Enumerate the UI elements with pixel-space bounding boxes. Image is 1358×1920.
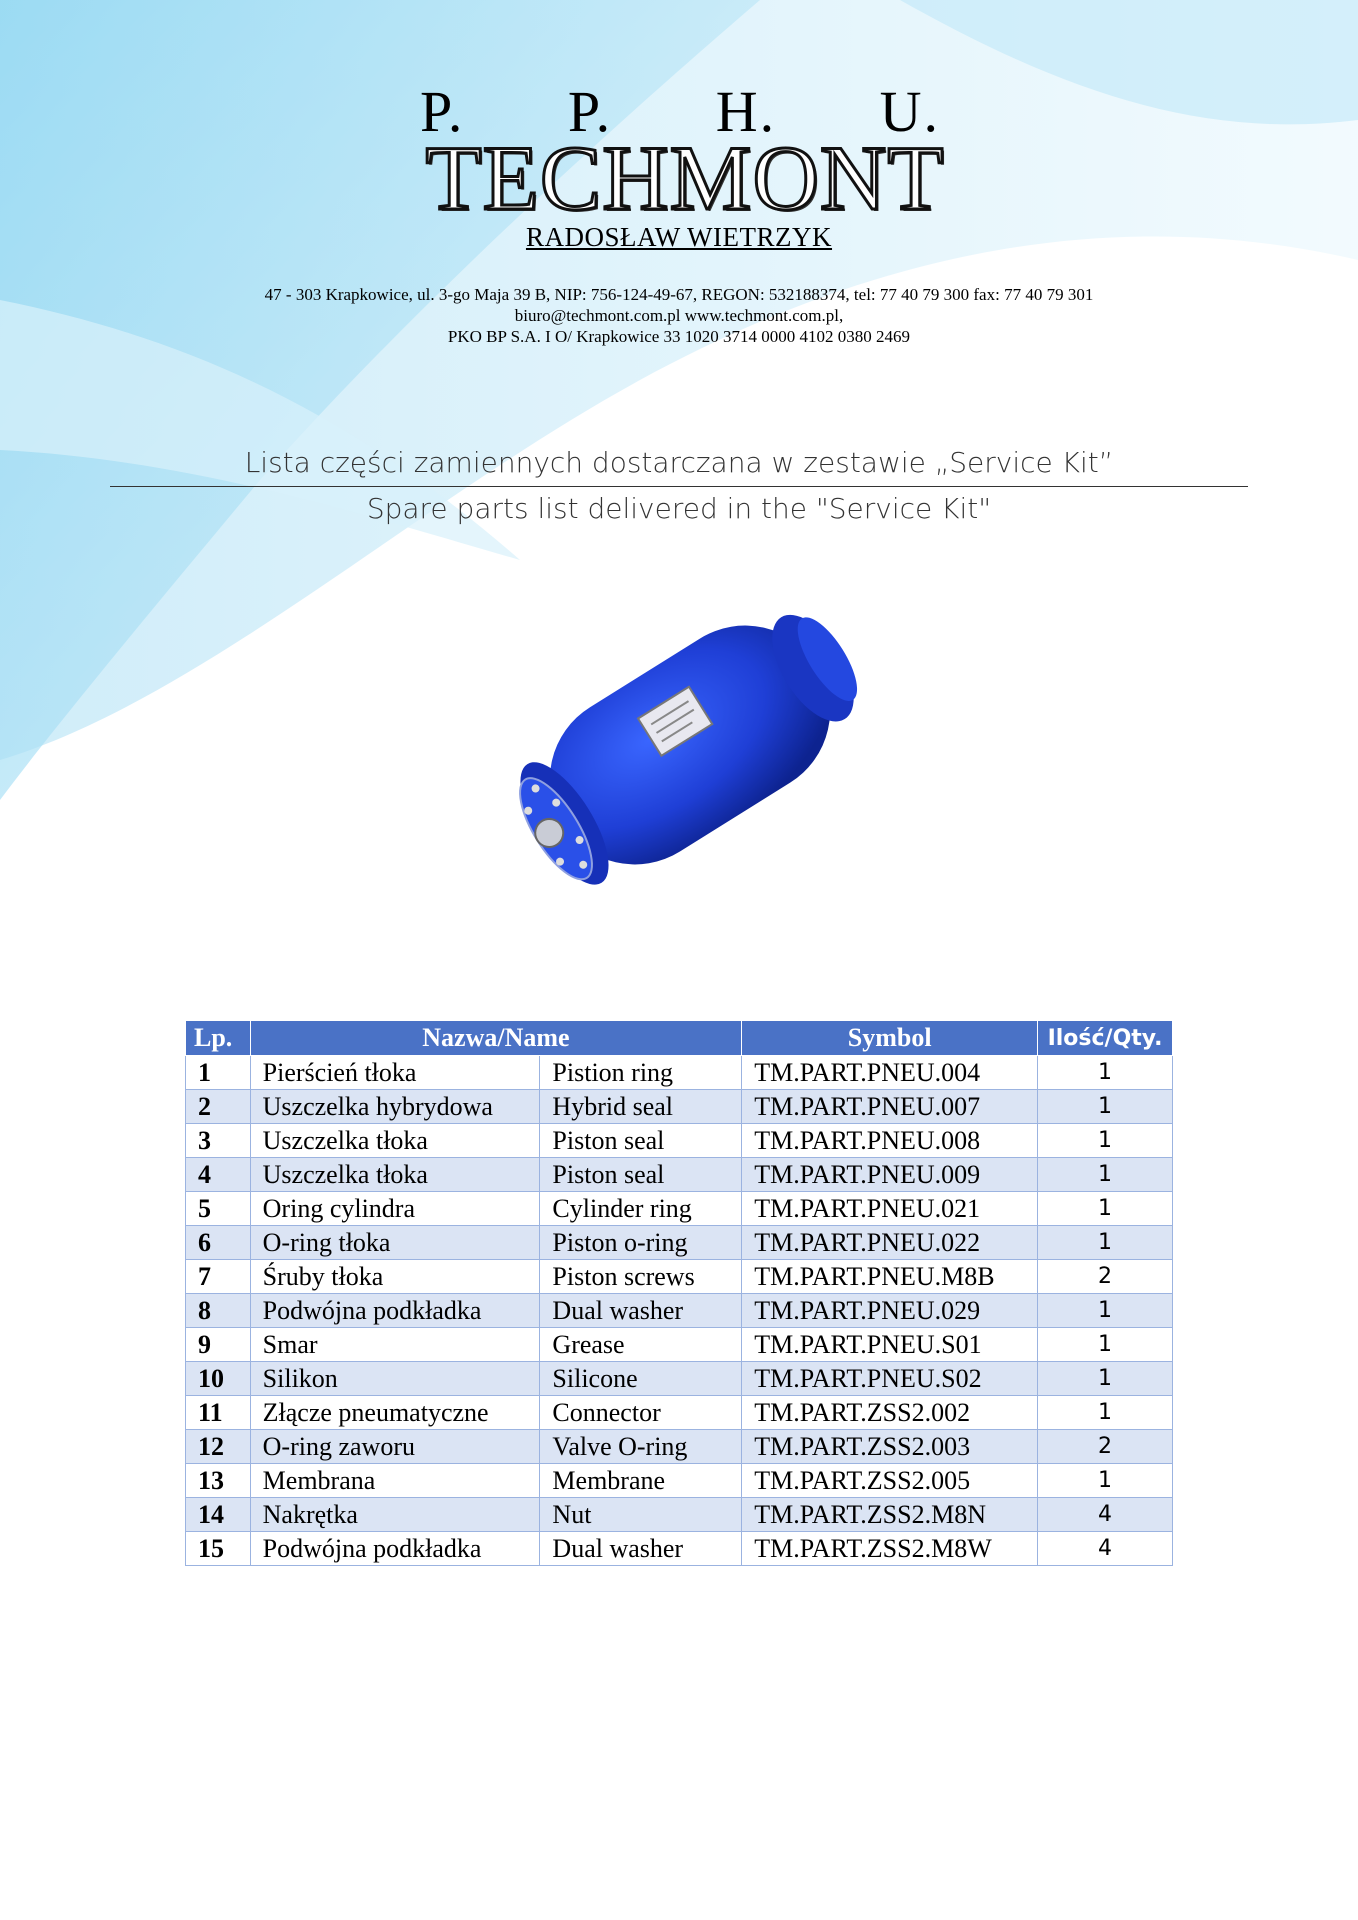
table-row <box>186 1396 1173 1430</box>
table-header-row <box>186 1021 1173 1056</box>
cell-name-en: Piston seal <box>540 1158 742 1192</box>
cell-symbol: TM.PART.PNEU.M8B <box>742 1260 1038 1294</box>
title-polish: Lista części zamiennych dostarczana w zestawie „Service Kit” <box>244 446 1114 479</box>
cell-name-en: Pistion ring <box>540 1056 742 1090</box>
cell-lp: 6 <box>186 1226 251 1260</box>
cell-symbol: TM.PART.ZSS2.M8N <box>742 1498 1038 1532</box>
title-divider <box>110 486 1248 487</box>
table-row <box>186 1532 1173 1566</box>
header-name: Nazwa/Name <box>250 1021 742 1056</box>
cell-qty: 1 <box>1038 1056 1173 1090</box>
cell-lp: 2 <box>186 1090 251 1124</box>
cell-lp: 4 <box>186 1158 251 1192</box>
cell-name-en: Valve O-ring <box>540 1430 742 1464</box>
table-row <box>186 1294 1173 1328</box>
company-name: TECHMONT <box>425 127 945 229</box>
cell-name-en: Membrane <box>540 1464 742 1498</box>
cell-lp: 13 <box>186 1464 251 1498</box>
cell-name-pl: Uszczelka tłoka <box>250 1124 540 1158</box>
cell-symbol: TM.PART.PNEU.029 <box>742 1294 1038 1328</box>
cell-lp: 8 <box>186 1294 251 1328</box>
table-row <box>186 1192 1173 1226</box>
cell-symbol: TM.PART.ZSS2.005 <box>742 1464 1038 1498</box>
cell-name-en: Cylinder ring <box>540 1192 742 1226</box>
cell-qty: 4 <box>1038 1498 1173 1532</box>
cell-symbol: TM.PART.PNEU.009 <box>742 1158 1038 1192</box>
spare-parts-table <box>185 1020 1173 1566</box>
table-row <box>186 1090 1173 1124</box>
cell-symbol: TM.PART.PNEU.S01 <box>742 1328 1038 1362</box>
cell-symbol: TM.PART.ZSS2.002 <box>742 1396 1038 1430</box>
cell-qty: 1 <box>1038 1464 1173 1498</box>
cell-name-en: Piston screws <box>540 1260 742 1294</box>
header-lp: Lp. <box>186 1021 251 1056</box>
cell-symbol: TM.PART.PNEU.004 <box>742 1056 1038 1090</box>
pphu-letter: P. <box>567 79 613 144</box>
pphu-letter: H. <box>715 79 777 144</box>
owner-name: RADOSŁAW WIETRZYK <box>525 222 833 252</box>
table-row <box>186 1464 1173 1498</box>
table-row <box>186 1158 1173 1192</box>
cell-name-en: Dual washer <box>540 1294 742 1328</box>
cell-lp: 9 <box>186 1328 251 1362</box>
email-web-line: biuro@techmont.com.pl www.techmont.com.pl, <box>514 306 844 325</box>
header-qty: Ilość/Qty. <box>1038 1021 1173 1056</box>
cell-name-pl: Smar <box>250 1328 540 1362</box>
product-tank-illustration <box>480 565 900 925</box>
cell-name-en: Dual washer <box>540 1532 742 1566</box>
cell-symbol: TM.PART.ZSS2.003 <box>742 1430 1038 1464</box>
cell-name-en: Connector <box>540 1396 742 1430</box>
cell-symbol: TM.PART.ZSS2.M8W <box>742 1532 1038 1566</box>
cell-qty: 1 <box>1038 1328 1173 1362</box>
cell-name-pl: Silikon <box>250 1362 540 1396</box>
cell-lp: 14 <box>186 1498 251 1532</box>
cell-name-pl: Oring cylindra <box>250 1192 540 1226</box>
cell-name-en: Piston o-ring <box>540 1226 742 1260</box>
cell-symbol: TM.PART.PNEU.022 <box>742 1226 1038 1260</box>
cell-name-pl: Podwójna podkładka <box>250 1294 540 1328</box>
cell-lp: 10 <box>186 1362 251 1396</box>
cell-name-en: Silicone <box>540 1362 742 1396</box>
table-row <box>186 1226 1173 1260</box>
address-line: 47 - 303 Krapkowice, ul. 3-go Maja 39 B, NIP: 756-124-49-67, REGON: 532188374, tel: 77 40 79 300 fax: 77 40 79 301 <box>264 285 1094 304</box>
pphu-letter: P. <box>420 79 465 144</box>
cell-qty: 1 <box>1038 1396 1173 1430</box>
cell-name-pl: O-ring tłoka <box>250 1226 540 1260</box>
header-symbol: Symbol <box>742 1021 1038 1056</box>
cell-symbol: TM.PART.PNEU.S02 <box>742 1362 1038 1396</box>
cell-name-pl: Pierścień tłoka <box>250 1056 540 1090</box>
cell-name-pl: Podwójna podkładka <box>250 1532 540 1566</box>
table-row <box>186 1124 1173 1158</box>
cell-qty: 1 <box>1038 1124 1173 1158</box>
table-row <box>186 1498 1173 1532</box>
cell-qty: 4 <box>1038 1532 1173 1566</box>
cell-name-pl: Nakrętka <box>250 1498 540 1532</box>
cell-qty: 1 <box>1038 1226 1173 1260</box>
cell-name-pl: O-ring zaworu <box>250 1430 540 1464</box>
table-row <box>186 1430 1173 1464</box>
cell-name-pl: Uszczelka hybrydowa <box>250 1090 540 1124</box>
cell-symbol: TM.PART.PNEU.008 <box>742 1124 1038 1158</box>
cell-lp: 15 <box>186 1532 251 1566</box>
pphu-letter: U. <box>879 79 940 144</box>
cell-qty: 1 <box>1038 1362 1173 1396</box>
table-row <box>186 1328 1173 1362</box>
cell-name-pl: Membrana <box>250 1464 540 1498</box>
table-row <box>186 1056 1173 1090</box>
cell-qty: 1 <box>1038 1158 1173 1192</box>
table-row <box>186 1362 1173 1396</box>
cell-name-en: Hybrid seal <box>540 1090 742 1124</box>
cell-qty: 2 <box>1038 1430 1173 1464</box>
cell-lp: 5 <box>186 1192 251 1226</box>
cell-name-pl: Śruby tłoka <box>250 1260 540 1294</box>
cell-name-en: Nut <box>540 1498 742 1532</box>
cell-qty: 2 <box>1038 1260 1173 1294</box>
cell-name-en: Grease <box>540 1328 742 1362</box>
cell-symbol: TM.PART.PNEU.021 <box>742 1192 1038 1226</box>
cell-lp: 11 <box>186 1396 251 1430</box>
cell-qty: 1 <box>1038 1294 1173 1328</box>
cell-name-en: Piston seal <box>540 1124 742 1158</box>
cell-lp: 12 <box>186 1430 251 1464</box>
cell-lp: 7 <box>186 1260 251 1294</box>
cell-symbol: TM.PART.PNEU.007 <box>742 1090 1038 1124</box>
cell-name-pl: Złącze pneumatyczne <box>250 1396 540 1430</box>
cell-qty: 1 <box>1038 1192 1173 1226</box>
cell-name-pl: Uszczelka tłoka <box>250 1158 540 1192</box>
title-english: Spare parts list delivered in the "Service Kit" <box>366 492 992 525</box>
cell-lp: 1 <box>186 1056 251 1090</box>
cell-lp: 3 <box>186 1124 251 1158</box>
cell-qty: 1 <box>1038 1090 1173 1124</box>
table-row <box>186 1260 1173 1294</box>
bank-line: PKO BP S.A. I O/ Krapkowice 33 1020 3714 0000 4102 0380 2469 <box>447 327 911 346</box>
